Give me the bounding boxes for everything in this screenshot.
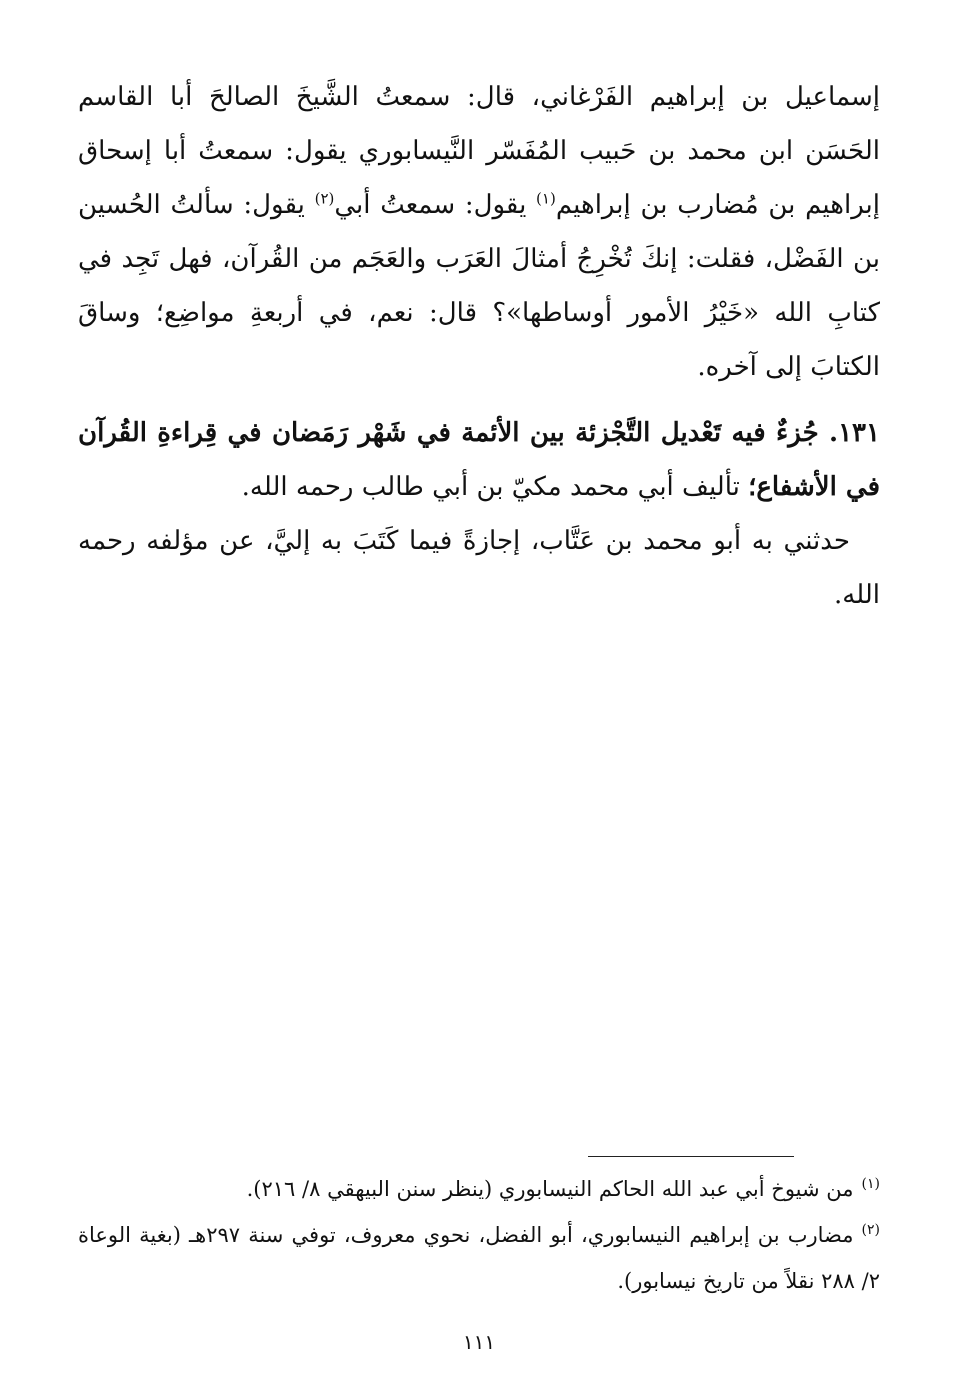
paragraph-isnad	[78, 70, 880, 394]
main-text	[78, 70, 880, 622]
transmission-chain: حدثني به أبو محمد بن عَتَّاب، إجازةً فيما كَتَبَ به إليَّ، عن مؤلفه رحمه الله.	[78, 526, 880, 610]
footnotes	[78, 1166, 880, 1304]
entry-number: ١٣١.	[829, 418, 880, 448]
footnote-ref-2: (٢)	[314, 189, 335, 208]
footnote-separator	[588, 1156, 794, 1157]
footnote-1	[78, 1166, 880, 1212]
footnote-1-number: (١)	[861, 1176, 880, 1192]
footnote-2	[78, 1212, 880, 1304]
paragraph-isnad-text-a: إسماعيل بن إبراهيم الفَرْغاني، قال: سمعتُ الشَّيخَ الصالحَ أبا القاسم الحَسَن ابن محمد بن حَبيب المُفَسّر النَّيسابوري يقول: سمعتُ أبا إسحاق إبراهيم بن مُضارب بن إبراهيم	[78, 82, 881, 220]
paragraph-isnad-text-c: يقول: سألتُ الحُسين بن الفَضْل، فقلت: إنكَ تُخْرِجُ أمثالَ العَرَب والعَجَم من القُرآن، فهل تَجِد في كتابِ الله «خَيْرُ الأمور أوساطها»؟ قال: نعم، في أربعةِ مواضِع؛ وساقَ الكتابَ إلى آخره.	[78, 190, 880, 382]
entry-131	[78, 406, 880, 514]
footnote-1-text: من شيوخ أبي عبد الله الحاكم النيسابوري (ينظر سنن البيهقي ٨/ ٢١٦).	[246, 1177, 854, 1201]
footnote-2-number: (٢)	[861, 1222, 880, 1238]
entry-title: جُزءٌ فيه تَعْديل التَّجْزئة بين الأئمة في شَهْر رَمَضان في قِراءةِ القُرآن في الأشفاع؛	[78, 418, 880, 502]
page-number: ١١١	[462, 1330, 496, 1354]
footnote-ref-1: (١)	[536, 189, 556, 208]
entry-author: تأليف أبي محمد مكيّ بن أبي طالب رحمه الله.	[241, 472, 749, 502]
footnote-2-text: مضارب بن إبراهيم النيسابوري، أبو الفضل، نحوي معروف، توفي سنة ٢٩٧هـ (بغية الوعاة ٢/ ٢٨٨ نقلاً من تاريخ نيسابور).	[78, 1223, 880, 1293]
paragraph-isnad-text-b: يقول: سمعتُ أبي	[334, 190, 537, 220]
